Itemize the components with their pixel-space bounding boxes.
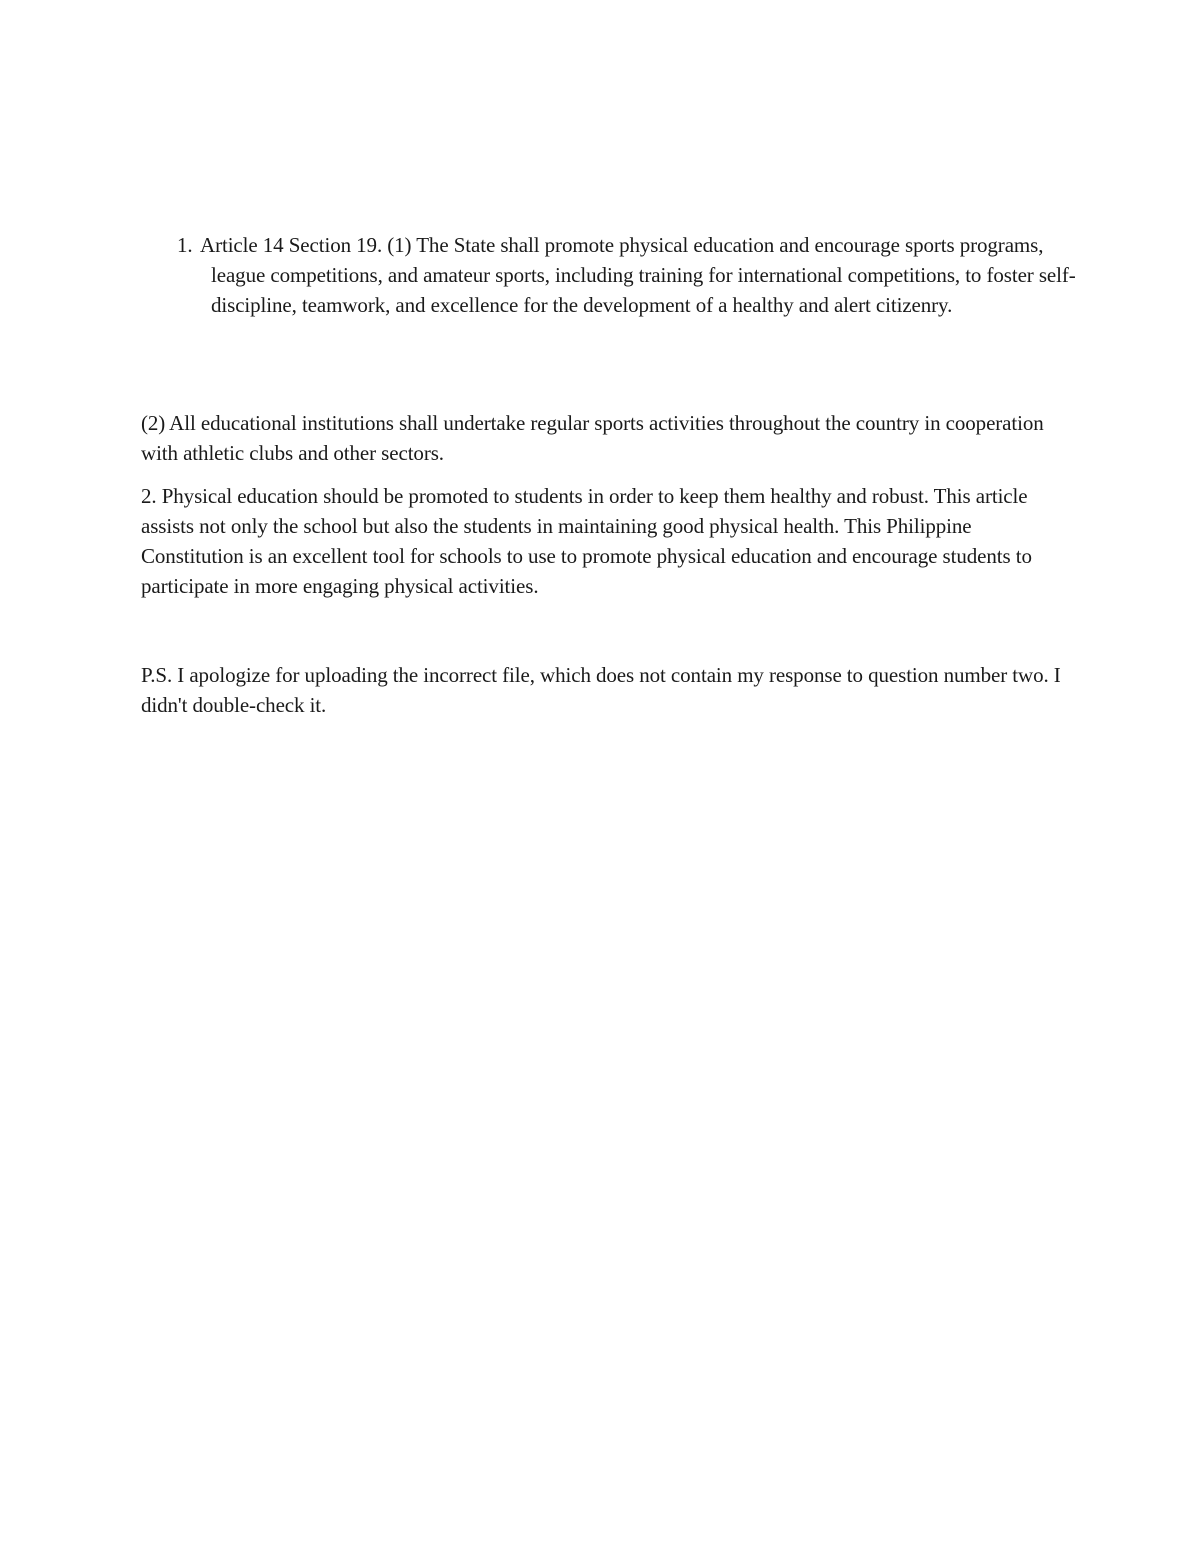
list-number: 1. — [177, 233, 193, 257]
article-14-section-19-text: Article 14 Section 19. (1) The State shall promote physical education and encourage sports programs, league competitions, and amateur sports, including training for international competitions, to foster self-discipline, teamwork, and excellence for the development of a healthy and alert citizenry. — [200, 233, 1076, 317]
postscript-paragraph: P.S. I apologize for uploading the incorrect file, which does not contain my response to question number two. I didn't double-check it. — [141, 663, 1061, 717]
answer-two-paragraph: 2. Physical education should be promoted to students in order to keep them healthy and robust. This article assists not only the school but also the students in maintaining good physical health. This Philippine Constitution is an excellent tool for schools to use to promote physical education and encourage students to participate in more engaging physical activities. — [141, 484, 1032, 598]
subsection-2-paragraph: (2) All educational institutions shall undertake regular sports activities throughout the country in cooperation with athletic clubs and other sectors. — [141, 411, 1044, 465]
